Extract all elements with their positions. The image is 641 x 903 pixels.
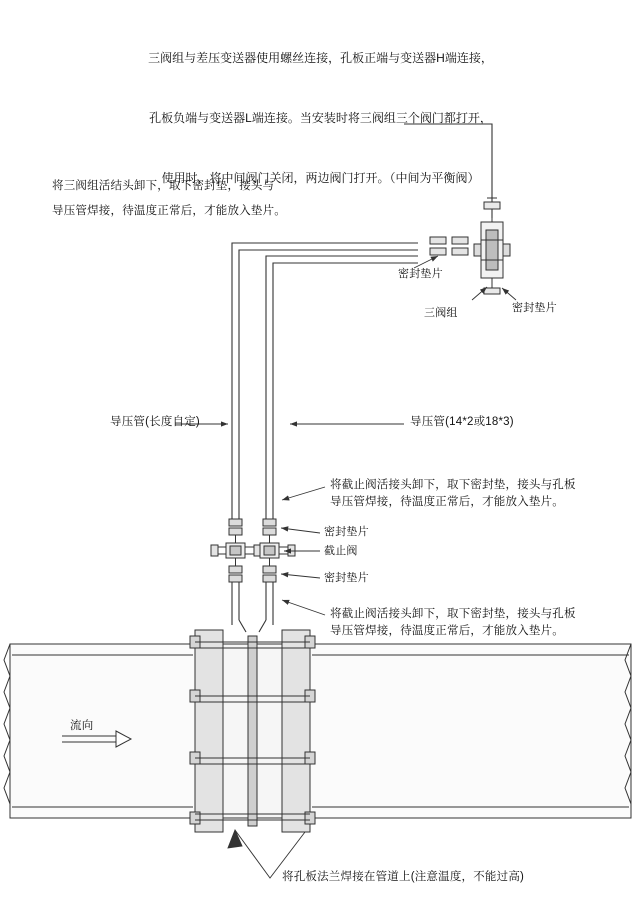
header-line-2: 孔板负端与变送器L端连接。当安装时将三阀组三个阀门都打开， [149, 111, 492, 125]
label-seal-gasket-top-right: 密封垫片 [398, 268, 443, 280]
union-nut-upper-right [263, 519, 276, 535]
label-flow-direction: 流向 [70, 720, 94, 732]
union-nut-lower-left [229, 566, 242, 582]
transmitter-leader-bracket [404, 124, 492, 218]
note-bottom: 将孔板法兰焊接在管道上(注意温度，不能过高) [282, 871, 525, 883]
lower-impulse-pipes [232, 582, 273, 632]
note-mid-line-1: 将截止阀活接头卸下，取下密封垫，接头与孔板 [330, 479, 576, 491]
main-pipe [4, 644, 631, 818]
label-seal-gasket-mid-lower: 密封垫片 [324, 572, 369, 584]
header-line-3: 使用时，将中间阀门关闭，两边阀门打开。（中间为平衡阀） [161, 171, 480, 185]
label-impulse-pipe-left: 导压管(长度自定) [110, 416, 200, 428]
label-stop-valve: 截止阀 [324, 545, 358, 557]
orifice-flange-assembly [190, 630, 315, 832]
union-nut-lower-right [263, 566, 276, 582]
label-seal-gasket-right: 密封垫片 [512, 302, 557, 314]
note-top-line-2: 导压管焊接，待温度正常后，才能放入垫片。 [52, 205, 286, 217]
stop-valve-right [260, 535, 295, 566]
header-line-1: 三阀组与差压变送器使用螺丝连接，孔板正端与变送器H端连接， [148, 51, 493, 65]
label-impulse-pipe-right: 导压管(14*2或18*3) [410, 416, 514, 428]
note-top-line-1: 将三阀组活结头卸下，取下密封垫，接头与 [52, 180, 275, 192]
seal-gasket-pair-top [430, 237, 468, 255]
stop-valve-left [211, 535, 261, 566]
label-three-valve-group: 三阀组 [424, 307, 458, 319]
three-valve-group-assembly [474, 198, 510, 294]
note-low-line-1: 将截止阀活接头卸下，取下密封垫，接头与孔板 [330, 608, 576, 620]
note-low-line-2: 导压管焊接，待温度正常后，才能放入垫片。 [330, 625, 564, 637]
label-seal-gasket-mid-upper: 密封垫片 [324, 526, 369, 538]
leader-lines-middle [175, 424, 404, 615]
union-nut-upper-left [229, 519, 242, 535]
note-mid-line-2: 导压管焊接，待温度正常后，才能放入垫片。 [330, 496, 564, 508]
